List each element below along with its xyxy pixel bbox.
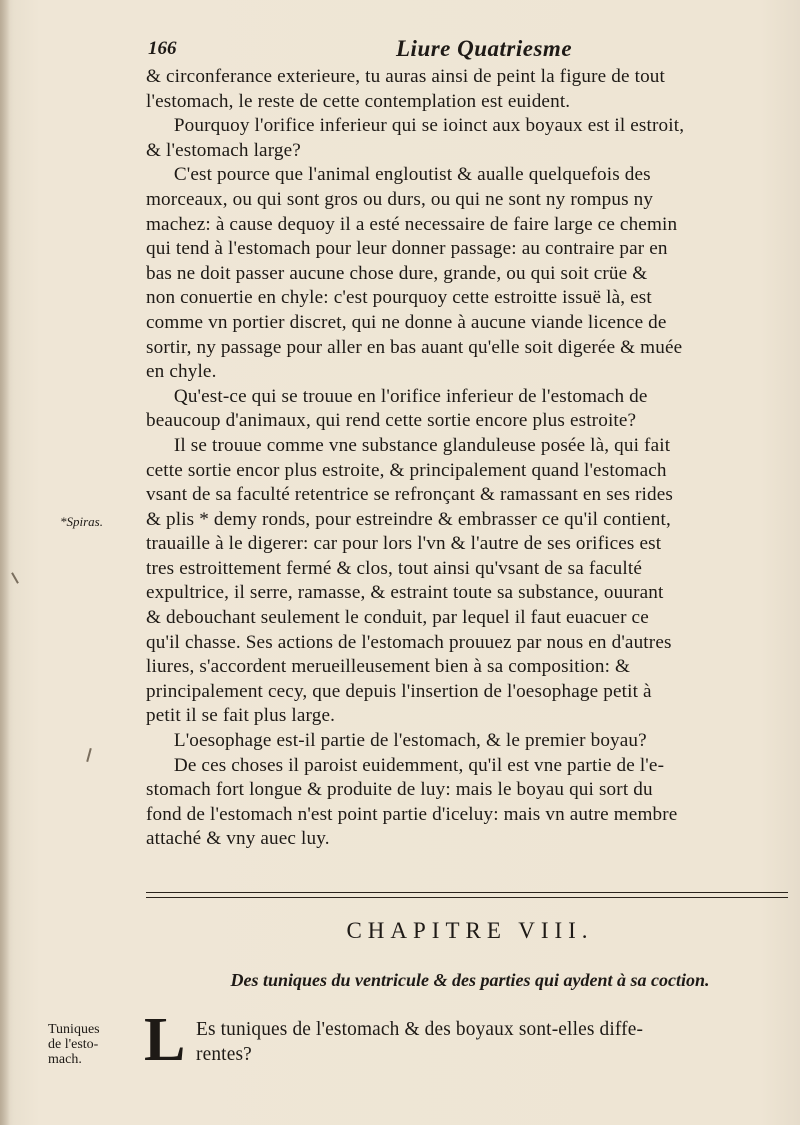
margin-note-line: de l'esto- <box>48 1037 99 1052</box>
text-line: Pourquoy l'orifice inferieur qui se ioinct aux boyaux est il estroit, <box>173 115 685 137</box>
text-line: stomach fort longue & produite de luy: mais le boyau qui sort du <box>146 779 653 801</box>
text-line: comme vn portier discret, qui ne donne à aucune viande licence de <box>146 311 667 333</box>
text-line: morceaux, ou qui sont gros ou durs, ou qui ne sont ny rompus ny <box>146 188 654 210</box>
margin-mark <box>86 748 92 762</box>
chapter-title: CHAPITRE VIII. <box>346 918 594 943</box>
page-number: 166 <box>148 38 177 59</box>
text-line: vsant de sa faculté retentrice se refronçant & ramassant en ses rides <box>146 484 674 506</box>
margin-note-tuniques <box>48 1022 100 1067</box>
text-line: machez: à cause dequoy il a esté necessaire de faire large ce chemin <box>146 213 678 235</box>
text-line: tres estroittement fermé & clos, tout ainsi qu'vsant de sa faculté <box>146 557 643 579</box>
body-text <box>146 65 794 852</box>
text-line: expultrice, il serre, ramasse, & estraint toute sa substance, ouurant <box>146 582 664 604</box>
text-line: & l'estomach large? <box>146 139 301 161</box>
text-line: Il se trouue comme vne substance glanduleuse posée là, qui fait <box>173 434 671 456</box>
text-line: rentes? <box>196 1043 252 1065</box>
text-line: cette sortie encor plus estroite, & principalement quand l'estomach <box>146 459 667 481</box>
page-header <box>148 36 788 66</box>
margin-note-spiras: *Spiras. <box>60 514 103 529</box>
chapter-first-paragraph <box>196 1018 792 1067</box>
gutter-shadow <box>0 0 10 1125</box>
text-line: liures, s'accordent merueilleusement bien à sa composition: & <box>146 656 631 678</box>
drop-cap: L <box>144 1006 186 1074</box>
text-line: Qu'est-ce qui se trouue en l'orifice inferieur de l'estomach de <box>173 385 648 407</box>
text-line: qu'il chasse. Ses actions de l'estomach prouuez par nous en d'autres <box>146 631 672 653</box>
text-line: fond de l'estomach n'est point partie d'iceluy: mais vn autre membre <box>146 803 678 825</box>
text-line: L'oesophage est-il partie de l'estomach, & le premier boyau? <box>173 730 647 752</box>
text-line: De ces choses il paroist euidemment, qu'il est vne partie de l'e- <box>173 754 665 776</box>
text-line: en chyle. <box>146 361 217 383</box>
text-line: & circonferance exterieure, tu auras ainsi de peint la figure de tout <box>146 66 666 87</box>
text-line: & debouchant seulement le conduit, par lequel il faut euacuer ce <box>146 607 649 629</box>
text-line: l'estomach, le reste de cette contemplation est euident. <box>146 90 571 112</box>
text-line: non conuertie en chyle: c'est pourquoy cette estroitte issuë là, est <box>146 287 652 309</box>
chapter-rule-bottom <box>146 897 788 898</box>
text-line: & plis * demy ronds, pour estreindre & embrasser ce qu'il contient, <box>146 508 671 530</box>
text-line: sortir, ny passage pour aller en bas auant qu'elle soit digerée & muée <box>146 336 683 358</box>
text-line: principalement cecy, que depuis l'insertion de l'oesophage petit à <box>146 680 652 702</box>
margin-note-line: Tuniques <box>48 1022 100 1037</box>
text-line: Es tuniques de l'estomach & des boyaux sont-elles diffe- <box>196 1019 644 1040</box>
running-head: Liure Quatriesme <box>396 36 573 61</box>
chapter-rule-top <box>146 892 788 893</box>
text-line: bas ne doit passer aucune chose dure, grande, ou qui soit crüe & <box>146 262 648 284</box>
text-line: petit il se fait plus large. <box>146 705 336 727</box>
text-line: beaucoup d'animaux, qui rend cette sortie encore plus estroite? <box>146 410 637 432</box>
text-line: trauaille à le digerer: car pour lors l'vn & l'autre de ses orifices est <box>146 533 662 555</box>
chapter-subtitle: Des tuniques du ventricule & des parties qui aydent à sa coction. <box>230 970 710 990</box>
text-line: attaché & vny auec luy. <box>146 828 330 850</box>
margin-mark <box>11 572 19 583</box>
margin-note-line: mach. <box>48 1052 82 1067</box>
text-line: qui tend à l'estomach pour leur donner passage: au contraire par en <box>146 238 668 260</box>
text-line: C'est pource que l'animal engloutist & aualle quelquefois des <box>173 164 651 186</box>
